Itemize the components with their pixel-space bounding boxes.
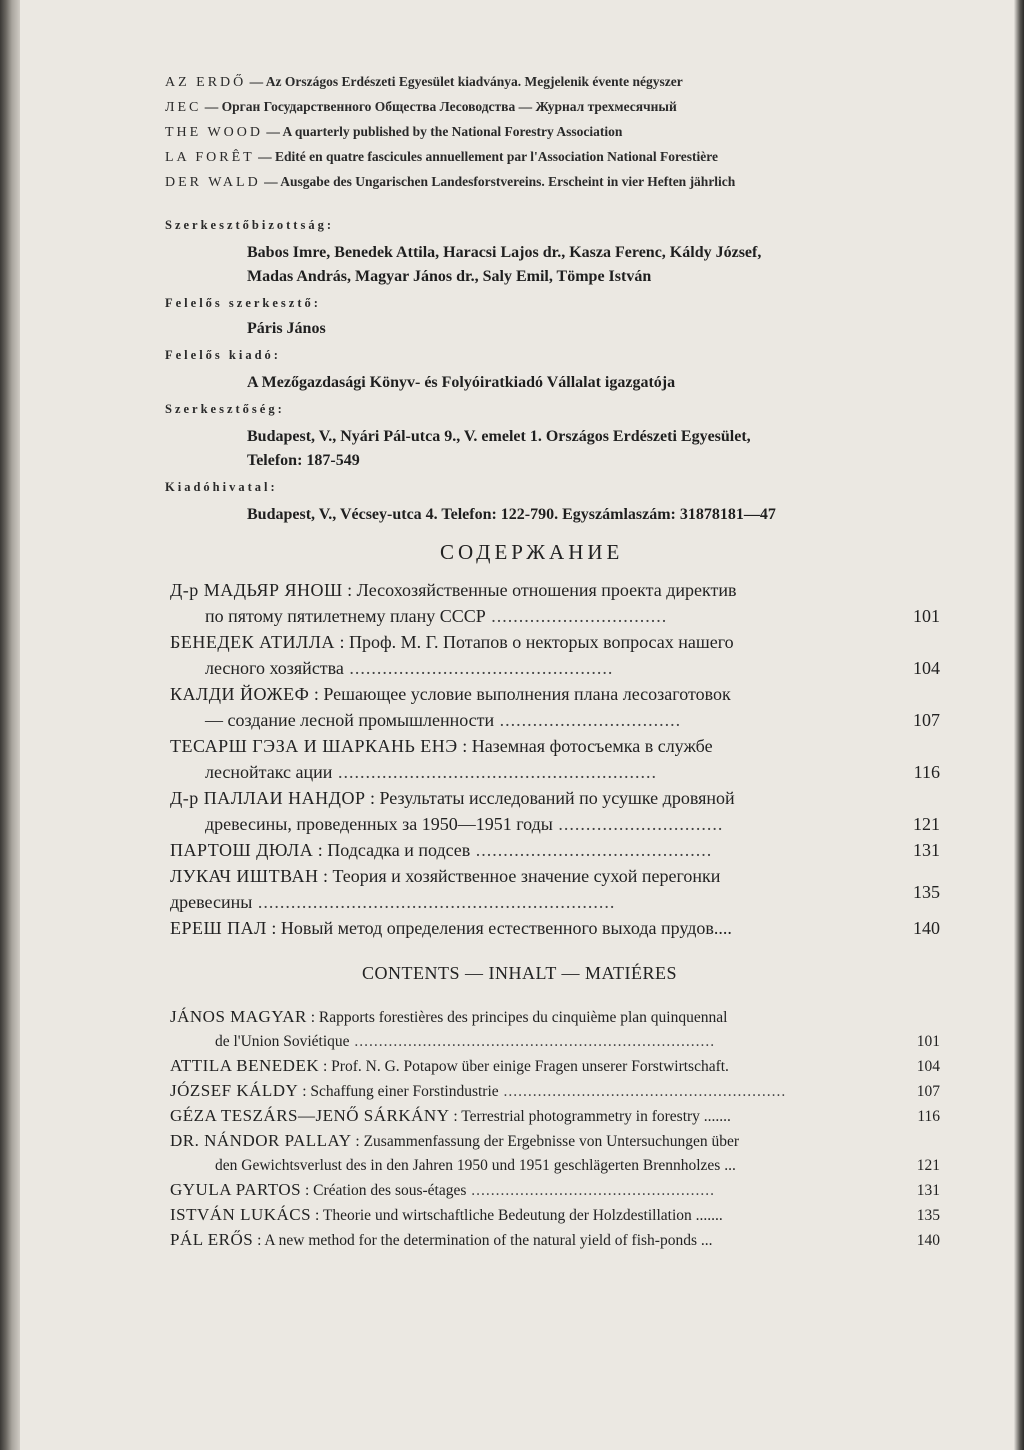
toc-entry (170, 733, 940, 785)
toc-page-number: 101 (916, 1033, 940, 1050)
book-spine-edge (0, 0, 20, 1450)
journal-name: DER WALD (165, 175, 261, 190)
board-value: Babos Imre, Benedek Attila, Haracsi Lajos dr., Kasza Ferenc, Káldy József, (247, 244, 762, 261)
toc-entry (170, 915, 940, 941)
board-value: A Mezőgazdasági Könyv- és Folyóiratkiadó Vállalat igazgatója (247, 374, 676, 391)
journal-title-line (165, 145, 905, 170)
board-value: Budapest, V., Nyári Pál-utca 9., V. emelet 1. Országos Erdészeti Egyesület, (247, 428, 751, 445)
toc-author: GÉZA TESZÁRS—JENŐ SÁRKÁNY (170, 1106, 450, 1125)
contents-heading: CONTENTS — INHALT — MATIÉRES (362, 963, 678, 983)
board-value: Telefon: 187-549 (247, 452, 360, 469)
board-label: Szerkesztőség: (165, 402, 285, 416)
toc-title: : Zusammenfassung der Ergebnisse von Untersuchungen über (355, 1133, 740, 1150)
journal-description: — A quarterly published by the National Forestry Association (266, 124, 623, 139)
toc-entry (170, 1005, 940, 1054)
toc-entry (170, 1104, 940, 1129)
toc-author: DR. NÁNDOR PALLAY (170, 1131, 352, 1150)
toc-entry (170, 1129, 940, 1178)
journal-title-line (165, 95, 905, 120)
journal-description: — Орган Государственного Общества Лесоводства — Журнал трехмесячный (204, 99, 677, 114)
toc-page-number: 101 (913, 606, 940, 626)
toc-entry (170, 577, 940, 629)
toc-title: : Rapports forestières des principes du cinquième plan quinquennal (310, 1009, 728, 1026)
toc-title-continuation (170, 1154, 890, 1178)
toc-author: ЛУКАЧ ИШТВАН (170, 866, 319, 886)
toc-page-number: 104 (913, 658, 940, 678)
toc-entry (170, 681, 940, 733)
toc-title: : Теория и хозяйственное значение сухой перегонки (322, 866, 721, 886)
leader-dots: .................................................. (466, 1182, 716, 1199)
toc-title-continuation (170, 811, 890, 837)
toc-title: : Terrestrial photogrammetry in forestry ....... (453, 1108, 731, 1125)
toc-page-number: 135 (913, 882, 940, 902)
journal-name: ЛЕС (165, 100, 202, 115)
toc-entry (170, 1203, 940, 1228)
toc-title-line2: леснойтакс ации (205, 762, 333, 782)
journal-name: AZ ERDŐ (165, 75, 247, 90)
leader-dots: ........................................... (470, 840, 713, 860)
toc-author: ТЕСАРШ ГЭЗА И ШАРКАНЬ ЕНЭ (170, 736, 458, 756)
toc-title: : Решающее условие выполнения плана лесозаготовок (313, 684, 731, 704)
leader-dots: ................................................ (343, 658, 614, 678)
page-edge-shadow (1014, 0, 1024, 1450)
journal-title-line (165, 120, 905, 145)
toc-title-continuation (170, 655, 890, 681)
toc-page-number: 121 (913, 814, 940, 834)
toc-page-number: 107 (913, 710, 940, 730)
toc-author: Д-р МАДЬЯР ЯНОШ (170, 580, 343, 600)
journal-description: — Az Országos Erdészeti Egyesület kiadványa. Megjelenik évente négyszer (249, 74, 683, 89)
toc-title: : Наземная фотосъемка в службе (462, 736, 713, 756)
journal-title-line (165, 170, 905, 195)
toc-entry (170, 837, 940, 863)
toc-title: : Theorie und wirtschaftliche Bedeutung der Holzdestillation ....... (314, 1207, 723, 1224)
toc-author: БЕНЕДЕК АТИЛЛА (170, 632, 335, 652)
toc-title: : Prof. N. G. Potapow über einige Fragen unserer Forstwirtschaft. (323, 1058, 729, 1075)
toc-author: PÁL ERŐS (170, 1230, 254, 1249)
toc-title-line2: древесины (170, 892, 253, 912)
journal-description: — Ausgabe des Ungarischen Landesforstvereins. Erscheint in vier Heften jährlich (264, 174, 736, 189)
toc-entry (170, 1054, 940, 1079)
toc-entry (170, 1079, 940, 1104)
board-value: Páris János (247, 320, 326, 337)
toc-page-number: 121 (916, 1157, 940, 1174)
leader-dots: .............................. (552, 814, 724, 834)
toc-title-continuation (170, 707, 890, 733)
leader-dots: .......................................................................... (349, 1033, 716, 1050)
toc-page-number: 140 (916, 1232, 940, 1249)
toc-author: JÁNOS MAGYAR (170, 1007, 307, 1026)
toc-page-number: 116 (917, 1108, 940, 1125)
russian-table-of-contents (170, 577, 940, 941)
toc-page-number: 131 (916, 1182, 940, 1199)
leader-dots: ................................................................. (252, 892, 616, 912)
toc-title-line2: по пятому пятилетнему плану СССР (205, 606, 486, 626)
board-label: Felelős kiadó: (165, 348, 281, 362)
toc-title: : Результаты исследований по усушке дровяной (369, 788, 735, 808)
toc-title-line2: de l'Union Soviétique (215, 1033, 350, 1050)
toc-author: ЕРЕШ ПАЛ (170, 918, 267, 938)
toc-author: GYULA PARTOS (170, 1180, 302, 1199)
toc-entry (170, 785, 940, 837)
toc-entry (170, 1178, 940, 1203)
board-label: Felelős szerkesztő: (165, 296, 321, 310)
board-value: Madas András, Magyar János dr., Saly Emil, Tömpe István (247, 268, 652, 285)
toc-title: : A new method for the determination of the natural yield of fish-ponds ... (257, 1232, 713, 1249)
toc-entry (170, 1228, 940, 1253)
toc-title-line2: древесины, проведенных за 1950—1951 годы (205, 814, 553, 834)
toc-page-number: 116 (913, 762, 940, 782)
toc-entry (170, 863, 940, 915)
toc-entry (170, 629, 940, 681)
toc-author: ATTILA BENEDEK (170, 1056, 320, 1075)
journal-description: — Edité en quatre fascicules annuellement par l'Association National Forestière (258, 149, 718, 164)
board-label: Szerkesztőbizottság: (165, 218, 334, 232)
toc-title: : Schaffung einer Forstindustrie (302, 1083, 499, 1100)
toc-title: : Подсадка и подсев (317, 840, 471, 860)
toc-page-number: 140 (913, 918, 940, 938)
toc-title: : Лесохозяйственные отношения проекта директив (347, 580, 737, 600)
editorial-board (165, 215, 905, 527)
toc-author: КАЛДИ ЙОЖЕФ (170, 684, 310, 704)
russian-contents-heading: СОДЕРЖАНИЕ (440, 540, 624, 564)
leader-dots: .......................................................... (332, 762, 657, 782)
toc-page-number: 131 (913, 840, 940, 860)
journal-title-line (165, 70, 905, 95)
toc-title-line2: — создание лесной промышленности (205, 710, 495, 730)
toc-title: : Création des sous-étages (304, 1182, 467, 1199)
journal-titles (165, 70, 905, 195)
toc-author: ISTVÁN LUKÁCS (170, 1205, 312, 1224)
toc-title-continuation (170, 889, 890, 915)
journal-name: LA FORÊT (165, 150, 255, 165)
toc-title-continuation (170, 1030, 890, 1054)
leader-dots: ................................. (494, 710, 682, 730)
board-value: Budapest, V., Vécsey-utca 4. Telefon: 122-790. Egyszámlaszám: 31878181—47 (247, 506, 776, 523)
toc-author: ПАРТОШ ДЮЛА (170, 840, 314, 860)
board-label: Kiadóhivatal: (165, 480, 278, 494)
toc-title-line2: den Gewichtsverlust des in den Jahren 1950 und 1951 geschlägerten Brennholzes ... (215, 1157, 736, 1174)
leader-dots: .......................................................... (498, 1083, 787, 1100)
toc-author: JÓZSEF KÁLDY (170, 1081, 299, 1100)
leader-dots: ................................ (485, 606, 668, 626)
toc-title: : Проф. М. Г. Потапов о некторых вопросах нашего (339, 632, 734, 652)
toc-page-number: 104 (916, 1058, 940, 1075)
toc-page-number: 135 (916, 1207, 940, 1224)
toc-title-continuation (170, 603, 890, 629)
toc-author: Д-р ПАЛЛАИ НАНДОР (170, 788, 366, 808)
toc-title-continuation (170, 759, 890, 785)
toc-title-line2: лесного хозяйства (205, 658, 344, 678)
multilingual-table-of-contents (170, 1005, 940, 1253)
toc-page-number: 107 (916, 1083, 940, 1100)
toc-title: : Новый метод определения естественного выхода прудов.... (271, 918, 732, 938)
journal-name: THE WOOD (165, 125, 264, 140)
